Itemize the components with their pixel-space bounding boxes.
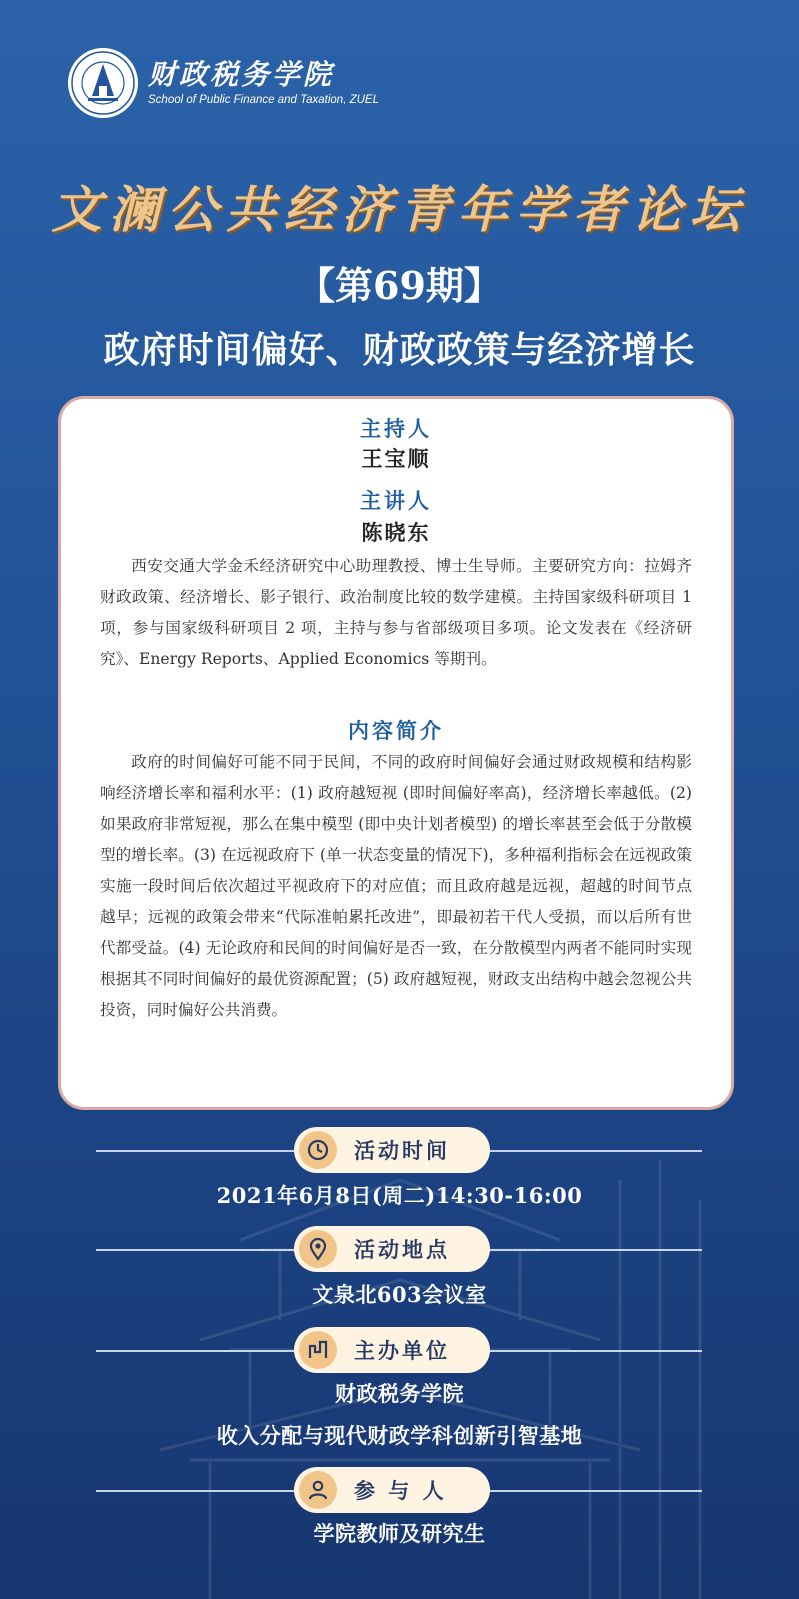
talk-summary: 政府的时间偏好可能不同于民间，不同的政府时间偏好会通过财政规模和结构影响经济增长率和福利水平：(1) 政府越短视 (即时间偏好率高)，经济增长率越低。(2) 如果政府非常短视，那么在集中模型 (即中央计划者模型) 的增长率甚至会低于分散模型的增长率。(3) 在远视政府下 (单一状态变量的情况下)，多种福利指标会在远视政策实施一段时间后依次超过平视政府下的对应值；而且政府越是远视，超越的时间节点越早；远视的政策会带来“代际准帕累托改进”，即最初若干代人受损，而以后所有世代都受益。(4) 无论政府和民间的时间偏好是否一致，在分散模型内两者不能同时实现根据其不同时间偏好的最优资源配置；(5) 政府越短视，财政支出结构中越会忽视公共投资，同时偏好公共消费。 bbox=[100, 753, 692, 1019]
divider-right bbox=[490, 1249, 702, 1251]
time-value: 2021年6月8日(周二)14:30-16:00 bbox=[216, 1183, 583, 1208]
divider-left bbox=[96, 1249, 294, 1251]
organizer-line2: 收入分配与现代财政学科创新引智基地 bbox=[216, 1423, 583, 1448]
person-icon bbox=[299, 1471, 337, 1509]
organizer-label: 主办单位 bbox=[354, 1338, 450, 1363]
divider-right bbox=[490, 1350, 702, 1352]
time-pill bbox=[294, 1127, 490, 1173]
speaker-heading: 主讲人 bbox=[360, 488, 432, 513]
talk-title: 政府时间偏好、财政政策与经济增长 bbox=[103, 329, 696, 371]
time-label: 活动时间 bbox=[354, 1138, 450, 1163]
organizer-line1: 财政税务学院 bbox=[335, 1381, 464, 1406]
organizer-pill bbox=[294, 1327, 490, 1373]
place-label: 活动地点 bbox=[354, 1237, 450, 1262]
host-heading: 主持人 bbox=[360, 416, 432, 441]
building-icon bbox=[299, 1331, 337, 1369]
forum-title: 文澜公共经济青年学者论坛 bbox=[51, 180, 748, 239]
divider-left bbox=[96, 1490, 294, 1492]
school-name-en: School of Public Finance and Taxation, ZUEL bbox=[148, 94, 379, 106]
place-value: 文泉北603会议室 bbox=[312, 1282, 487, 1307]
place-pill bbox=[294, 1226, 490, 1272]
speaker-name: 陈晓东 bbox=[361, 520, 431, 545]
school-name-cn: 财政税务学院 bbox=[148, 58, 335, 91]
university-seal-icon bbox=[66, 46, 140, 120]
audience-value: 学院教师及研究生 bbox=[313, 1521, 486, 1546]
audience-label: 参 与 人 bbox=[354, 1478, 447, 1503]
divider-right bbox=[490, 1150, 702, 1152]
divider-left bbox=[96, 1150, 294, 1152]
summary-heading: 内容简介 bbox=[348, 718, 444, 743]
location-pin-icon bbox=[299, 1230, 337, 1268]
speaker-bio: 西安交通大学金禾经济研究中心助理教授、博士生导师。主要研究方向：拉姆齐财政政策、经济增长、影子银行、政治制度比较的数学建模。主持国家级科研项目 1 项，参与国家级科研项目 2 项，主持与参与省部级项目多项。论文发表在《经济研究》、Energy Reports、Applied Economics 等期刊。 bbox=[100, 557, 692, 668]
clock-icon bbox=[299, 1131, 337, 1169]
audience-pill bbox=[294, 1467, 490, 1513]
issue-number: 【第69期】 bbox=[297, 263, 502, 308]
speaker-card bbox=[58, 396, 734, 1110]
divider-right bbox=[490, 1490, 702, 1492]
host-name: 王宝顺 bbox=[361, 446, 431, 471]
divider-left bbox=[96, 1350, 294, 1352]
school-logo bbox=[66, 46, 379, 120]
